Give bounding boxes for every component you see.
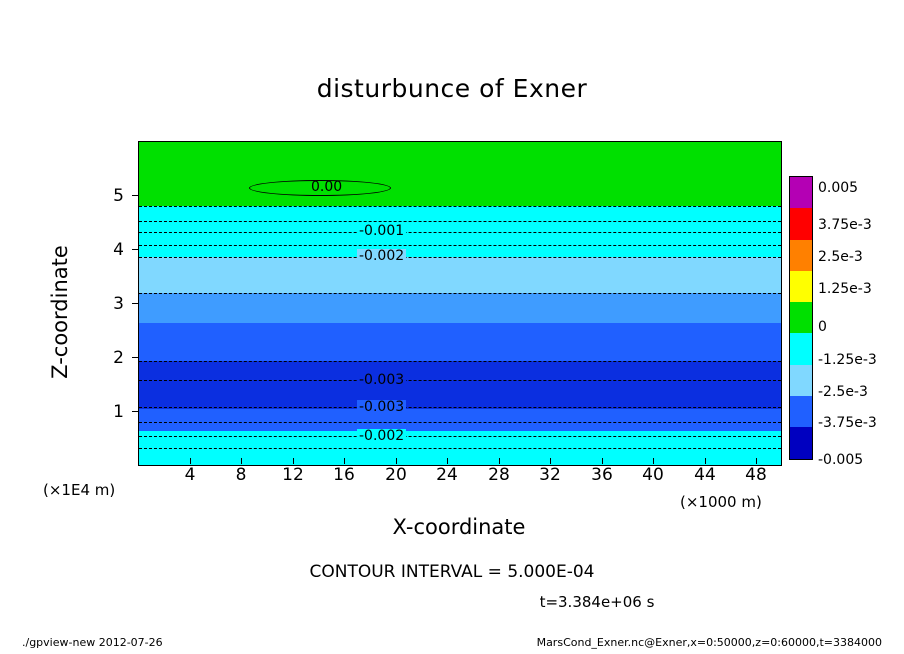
contour-band xyxy=(139,323,781,361)
x-tick-label: 16 xyxy=(333,465,355,485)
contour-label: -0.002 xyxy=(359,428,405,444)
contour-label: -0.001 xyxy=(359,223,405,239)
contour-line xyxy=(139,361,781,362)
x-tickmark xyxy=(756,458,757,464)
x-tick-label: 44 xyxy=(694,465,716,485)
x-axis-unit: (×1000 m) xyxy=(680,493,762,511)
y-tick-label: 1 xyxy=(113,402,124,422)
y-tick-label: 5 xyxy=(113,186,124,206)
y-tick-label: 2 xyxy=(113,348,124,368)
contour-line xyxy=(139,422,781,423)
contour-band xyxy=(139,361,781,409)
colorbar-tick-label: 2.5e-3 xyxy=(818,249,863,265)
footer-right-text: MarsCond_Exner.nc@Exner,x=0:50000,z=0:60000,t=3384000 xyxy=(536,636,882,649)
colorbar-tick-label: -0.005 xyxy=(818,452,864,468)
y-tick-label: 4 xyxy=(113,240,124,260)
footer-left-text: ./gpview-new 2012-07-26 xyxy=(22,636,163,649)
x-tick-label: 28 xyxy=(488,465,510,485)
contour-interval-text: CONTOUR INTERVAL = 5.000E-04 xyxy=(309,562,595,582)
x-tickmark xyxy=(190,458,191,464)
contour-line xyxy=(139,436,781,437)
x-tickmark xyxy=(344,458,345,464)
contour-band xyxy=(139,142,781,206)
contour-line xyxy=(139,293,781,294)
x-tick-label: 8 xyxy=(235,465,247,485)
colorbar-swatch xyxy=(790,271,812,302)
contour-label: 0.00 xyxy=(311,179,343,195)
x-tickmark xyxy=(241,458,242,464)
contour-band xyxy=(139,257,781,293)
colorbar-swatch xyxy=(790,240,812,271)
contour-band xyxy=(139,293,781,323)
x-tickmark xyxy=(396,458,397,464)
y-axis-unit: (×1E4 m) xyxy=(43,481,116,499)
colorbar-tick-label: 3.75e-3 xyxy=(818,217,872,233)
colorbar-tick-label: 0.005 xyxy=(818,180,859,196)
colorbar-swatch xyxy=(790,208,812,239)
y-tickmark xyxy=(132,411,138,412)
colorbar-tick-label: -3.75e-3 xyxy=(818,415,877,431)
x-tickmark xyxy=(499,458,500,464)
contour-line xyxy=(139,257,781,258)
y-axis-label: Z-coordinate xyxy=(48,245,72,379)
x-axis-label: X-coordinate xyxy=(392,515,526,539)
x-tickmark xyxy=(602,458,603,464)
x-tickmark xyxy=(550,458,551,464)
x-tick-label: 12 xyxy=(282,465,304,485)
colorbar-swatch xyxy=(790,427,812,458)
x-tickmark xyxy=(653,458,654,464)
colorbar-swatch xyxy=(790,333,812,364)
contour-label: -0.003 xyxy=(359,372,405,388)
colorbar-swatch xyxy=(790,396,812,427)
colorbar-tick-label: -2.5e-3 xyxy=(818,384,868,400)
contour-line xyxy=(139,380,781,381)
plot-area xyxy=(138,141,782,466)
contour-line xyxy=(139,407,781,408)
colorbar-swatch xyxy=(790,302,812,333)
x-tickmark xyxy=(447,458,448,464)
contour-band xyxy=(139,409,781,431)
time-stamp: t=3.384e+06 s xyxy=(539,593,655,611)
colorbar-tick-label: 0 xyxy=(818,319,827,335)
x-tick-label: 32 xyxy=(539,465,561,485)
contour-label: -0.002 xyxy=(359,248,405,264)
y-tick-label: 3 xyxy=(113,294,124,314)
colorbar xyxy=(789,176,813,460)
x-tickmark xyxy=(293,458,294,464)
contour-line xyxy=(139,221,781,222)
page-title: disturbunce of Exner xyxy=(316,74,588,103)
x-tick-label: 24 xyxy=(436,465,458,485)
contour-line xyxy=(139,206,781,207)
y-tickmark xyxy=(132,195,138,196)
colorbar-tick-label: -1.25e-3 xyxy=(818,352,877,368)
colorbar-swatch xyxy=(790,177,812,208)
contour-line xyxy=(139,448,781,449)
colorbar-tick-label: 1.25e-3 xyxy=(818,281,872,297)
y-tickmark xyxy=(132,249,138,250)
contour-line xyxy=(139,245,781,246)
x-tickmark xyxy=(705,458,706,464)
x-tick-label: 36 xyxy=(591,465,613,485)
y-tickmark xyxy=(132,357,138,358)
y-tickmark xyxy=(132,303,138,304)
contour-line xyxy=(139,232,781,233)
x-tick-label: 4 xyxy=(184,465,196,485)
x-tick-label: 48 xyxy=(745,465,767,485)
x-tick-label: 20 xyxy=(385,465,407,485)
contour-label: -0.003 xyxy=(359,399,405,415)
colorbar-swatch xyxy=(790,365,812,396)
x-tick-label: 40 xyxy=(642,465,664,485)
